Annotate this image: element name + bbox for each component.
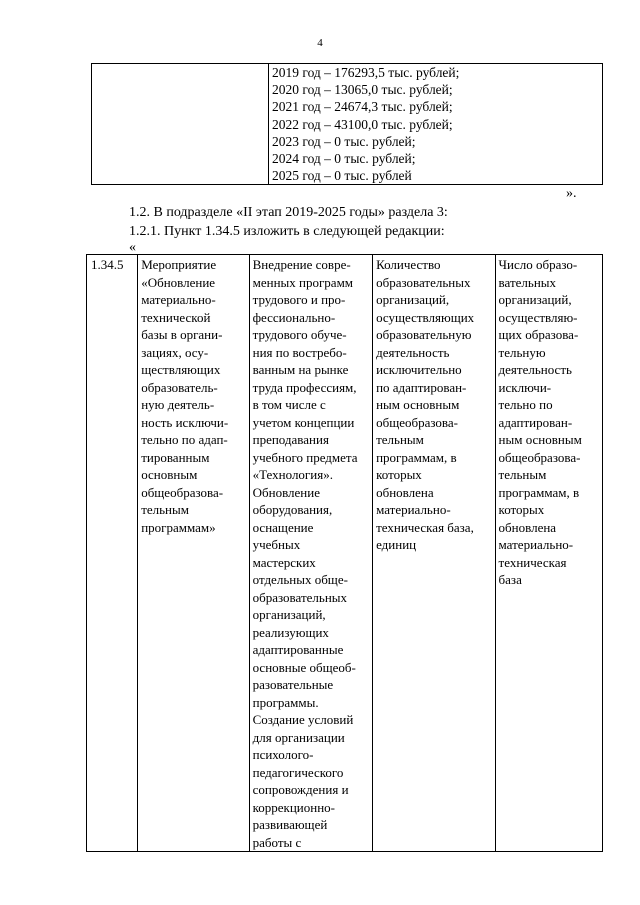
cell-text-line: щих образова-: [498, 327, 579, 342]
cell-text-line: организаций,: [498, 292, 572, 307]
cell-text-line: по адаптирован-: [376, 379, 467, 395]
cell-text-line: материально-: [376, 502, 451, 517]
cell-text-line: программам, в: [498, 484, 580, 500]
cell-text-line: осуществляю-: [498, 309, 578, 325]
measure-table-row: [87, 255, 603, 852]
funding-table: [91, 63, 603, 185]
cell-text-line: образовательных: [252, 589, 348, 605]
cell-text-line: ную деятель-: [141, 397, 215, 412]
cell-text-line: тельно по: [498, 397, 553, 412]
cell-text-line: технической: [141, 309, 211, 325]
cell-text-line: организаций,: [376, 292, 450, 307]
cell-text-line: ванным на рынке: [252, 362, 349, 377]
cell-text-line: единиц: [376, 537, 417, 552]
cell-text-line: работы с: [252, 834, 302, 850]
cell-text-line: сопровождения и: [252, 782, 349, 797]
cell-text-line: учебного предмета: [252, 449, 358, 465]
cell-text-line: вательных: [498, 274, 557, 290]
cell-text-line: реализующих: [252, 624, 329, 640]
cell-text-line: трудового обуче-: [252, 327, 347, 342]
cell-text-line: отдельных обще-: [252, 572, 348, 587]
cell-text-line: программы.: [252, 694, 319, 710]
cell-text-line: общеобразова-: [376, 414, 458, 430]
cell-text-line: исключи-: [498, 379, 552, 395]
funding-year-line: 2021 год – 24674,3 тыс. рублей;: [272, 99, 453, 115]
cell-text-line: ным основным: [498, 432, 582, 447]
cell-text-line: общеобразова-: [498, 449, 581, 465]
cell-text-line: тированным: [141, 449, 210, 465]
cell-text-line: разовательные: [252, 677, 334, 692]
target-indicator-cell: [495, 255, 602, 852]
cell-text-line: базы в органи-: [141, 327, 223, 342]
cell-text-line: Внедрение совре-: [252, 257, 351, 272]
cell-text-line: деятельность: [376, 344, 450, 360]
cell-text-line: техническая: [498, 554, 567, 570]
cell-text-line: которых: [498, 502, 545, 517]
cell-text-line: основным: [141, 467, 198, 482]
cell-text-line: тельным: [376, 432, 424, 447]
cell-text-line: деятельность: [498, 362, 572, 377]
funding-year-line: 2023 год – 0 тыс. рублей;: [272, 133, 416, 149]
cell-text-line: образователь-: [141, 379, 218, 395]
cell-text-line: для организации: [252, 729, 345, 745]
cell-text-line: преподавания: [252, 432, 329, 447]
cell-text-line: тельную: [498, 344, 546, 360]
funding-year-line: 2025 год – 0 тыс. рублей: [272, 168, 412, 184]
cell-text-line: педагогического: [252, 764, 344, 780]
cell-text-line: зациях, осу-: [141, 344, 209, 360]
cell-text-line: фессионально-: [252, 309, 336, 325]
measure-description-cell: [249, 255, 372, 852]
indicator-cell: [373, 255, 495, 852]
cell-text-line: техническая база,: [376, 519, 474, 535]
cell-text-line: программам»: [141, 519, 216, 535]
cell-text-line: учетом концепции: [252, 414, 355, 430]
paragraph-1-2-1: 1.2.1. Пункт 1.34.5 изложить в следующей редакции:: [129, 224, 445, 239]
cell-text-line: обновлена: [376, 484, 434, 500]
cell-text-line: общеобразова-: [141, 484, 224, 500]
paragraph-1-2: 1.2. В подразделе «II этап 2019-2025 годы» раздела 3:: [129, 205, 448, 220]
funding-table-row: [92, 64, 603, 185]
cell-text-line: учебных: [252, 537, 301, 552]
cell-text-line: тельно по адап-: [141, 432, 228, 447]
cell-text-line: ществляющих: [141, 362, 221, 377]
cell-text-line: «Технология».: [252, 467, 333, 482]
cell-text-line: психолого-: [252, 747, 314, 762]
cell-text-line: которых: [376, 467, 422, 482]
cell-text-line: труда профессиям,: [252, 379, 357, 395]
cell-text-line: обновлена: [498, 519, 557, 535]
cell-text-line: коррекционно-: [252, 799, 336, 815]
cell-text-line: материально-: [498, 537, 574, 552]
cell-text-line: тельным: [498, 467, 547, 482]
cell-text-line: организаций,: [252, 607, 326, 622]
cell-text-line: осуществляющих: [376, 309, 475, 325]
measure-name-cell: [138, 255, 249, 852]
cell-text-line: программам, в: [376, 449, 457, 465]
cell-text-line: адаптирован-: [498, 414, 573, 430]
cell-text-line: Количество: [376, 257, 441, 272]
cell-text-line: менных программ: [252, 274, 354, 290]
measure-table: [86, 254, 603, 852]
cell-text-line: ность исключи-: [141, 414, 229, 430]
closing-quote: ».: [566, 186, 577, 201]
cell-text-line: адаптированные: [252, 642, 344, 657]
funding-year-line: 2020 год – 13065,0 тыс. рублей;: [272, 82, 453, 98]
cell-text-line: развивающей: [252, 817, 328, 832]
cell-text-line: трудового и про-: [252, 292, 346, 307]
cell-text-line: Создание условий: [252, 712, 354, 727]
cell-text-line: в том числе с: [252, 397, 326, 412]
cell-text-line: основные общеоб-: [252, 659, 356, 675]
cell-text-line: ным основным: [376, 397, 460, 412]
opening-quote: «: [129, 240, 136, 255]
cell-text-line: Число образо-: [498, 257, 578, 272]
cell-text-line: исключительно: [376, 362, 462, 377]
cell-text-line: образовательных: [376, 274, 471, 290]
cell-text-line: Мероприятие: [141, 257, 217, 272]
funding-table-empty-cell: [92, 64, 269, 185]
item-number-cell: 1.34.5: [87, 255, 138, 852]
cell-text-line: материально-: [141, 292, 216, 307]
cell-text-line: оснащение: [252, 519, 314, 535]
funding-year-line: 2019 год – 176293,5 тыс. рублей;: [272, 65, 460, 80]
page-number: 4: [317, 37, 323, 49]
cell-text-line: ния по востребо-: [252, 344, 347, 360]
funding-years-cell: [269, 64, 603, 185]
cell-text-line: тельным: [141, 502, 189, 517]
cell-text-line: мастерских: [252, 554, 316, 570]
cell-text-line: Обновление: [252, 484, 320, 500]
funding-year-line: 2024 год – 0 тыс. рублей;: [272, 151, 416, 167]
funding-year-line: 2022 год – 43100,0 тыс. рублей;: [272, 116, 453, 132]
cell-text-line: оборудования,: [252, 502, 333, 517]
cell-text-line: образовательную: [376, 327, 472, 342]
cell-text-line: «Обновление: [141, 274, 216, 290]
cell-text-line: база: [498, 572, 522, 587]
